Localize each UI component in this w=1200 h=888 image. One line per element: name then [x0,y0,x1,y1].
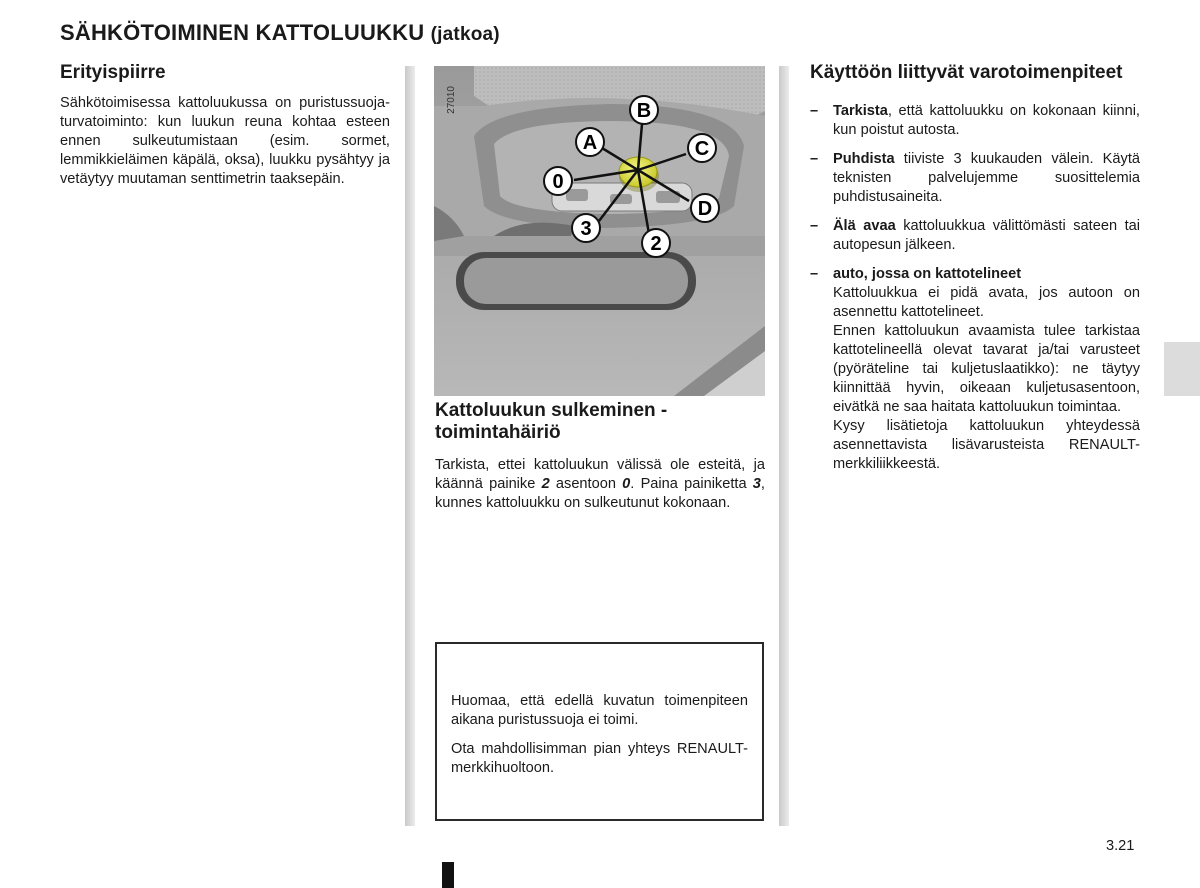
title-suffix: (jatkoa) [430,24,500,45]
list-item: – Puhdista tiiviste 3 kuukauden välein. Käytä teknisten palvelujemme suosittelemia puhdistusaineita. [810,151,1140,205]
figure-label-0: 0 [552,171,564,193]
chapter-tab [1164,342,1200,396]
figure-label-c: C [694,138,710,160]
section-heading: Kattoluukun sulkeminen - toimintahäiriö [435,400,668,443]
note-box [435,642,764,821]
section-varotoimet [810,62,1140,484]
section-heading: Erityispiirre [60,62,166,83]
section-erityispiirre [60,62,390,189]
page-title: SÄHKÖTOIMINEN KATTOLUUKKU (jatkoa) [60,20,500,45]
figure-label-b: B [636,100,652,122]
figure-label-2: 2 [650,233,662,255]
column-separator [779,66,789,826]
section-body: Tarkista, ettei kattoluukun välissä ole esteitä, ja käännä painike 2 asentoon 0. Paina painiketta 3, kunnes kattoluukku on sulkeutunut kokonaan. [435,457,765,511]
list-item: – auto, jossa on kattotelineet Kattoluukkua ei pidä avata, jos autoon on asennettu kattotelineet. Ennen kattoluukun avaamista tulee tarkistaa kattotelineellä olevat tavarat ja/tai varusteet (pyöräteline tai kuljetuslaatikko): ne täytyy kiinnittää hyvin, oikeaan kuljetusasentoon, eivätkä ne saa haitata kattoluukun toimintaa. Kysy lisätietoja kattoluukun yhteydessä asennettavista lisävarusteista RENAULT-merkkiliikkeestä. [810,266,1140,472]
page-marker [442,862,454,888]
figure-label-d: D [697,198,713,220]
figure-label-a: A [582,132,598,154]
list-item: – Älä avaa kattoluukkua välittömästi sateen tai autopesun jälkeen. [810,218,1140,253]
figure-label-3: 3 [580,218,592,240]
note-paragraph: Ota mahdollisimman pian yhteys RENAULT-merkkihuoltoon. [451,741,748,776]
section-body: Sähkötoimisessa kattoluukussa on puristussuoja-turvatoiminto: kun luukun reuna kohtaa esteen ennen sulkeutumistaan (esim. sormet, lemmikkieläimen käpälä, oksa), luukku pysähtyy ja vetäytyy muutaman senttimetrin taaksepäin. [60,95,390,187]
section-sulkeminen [435,400,765,513]
note-paragraph: Huomaa, että edellä kuvatun toimenpiteen aikana puristussuoja ei toimi. [451,693,748,728]
column-separator [405,66,415,826]
figure-code: 27010 [446,86,457,114]
precautions-list [810,102,1140,474]
section-heading: Käyttöön liittyvät varotoimenpiteet [810,62,1123,83]
page-number: 3.21 [1106,838,1135,854]
list-item: – Tarkista, että kattoluukku on kokonaan kiinni, kun poistut autosta. [810,103,1140,138]
sunroof-switch-illustration [434,66,765,396]
